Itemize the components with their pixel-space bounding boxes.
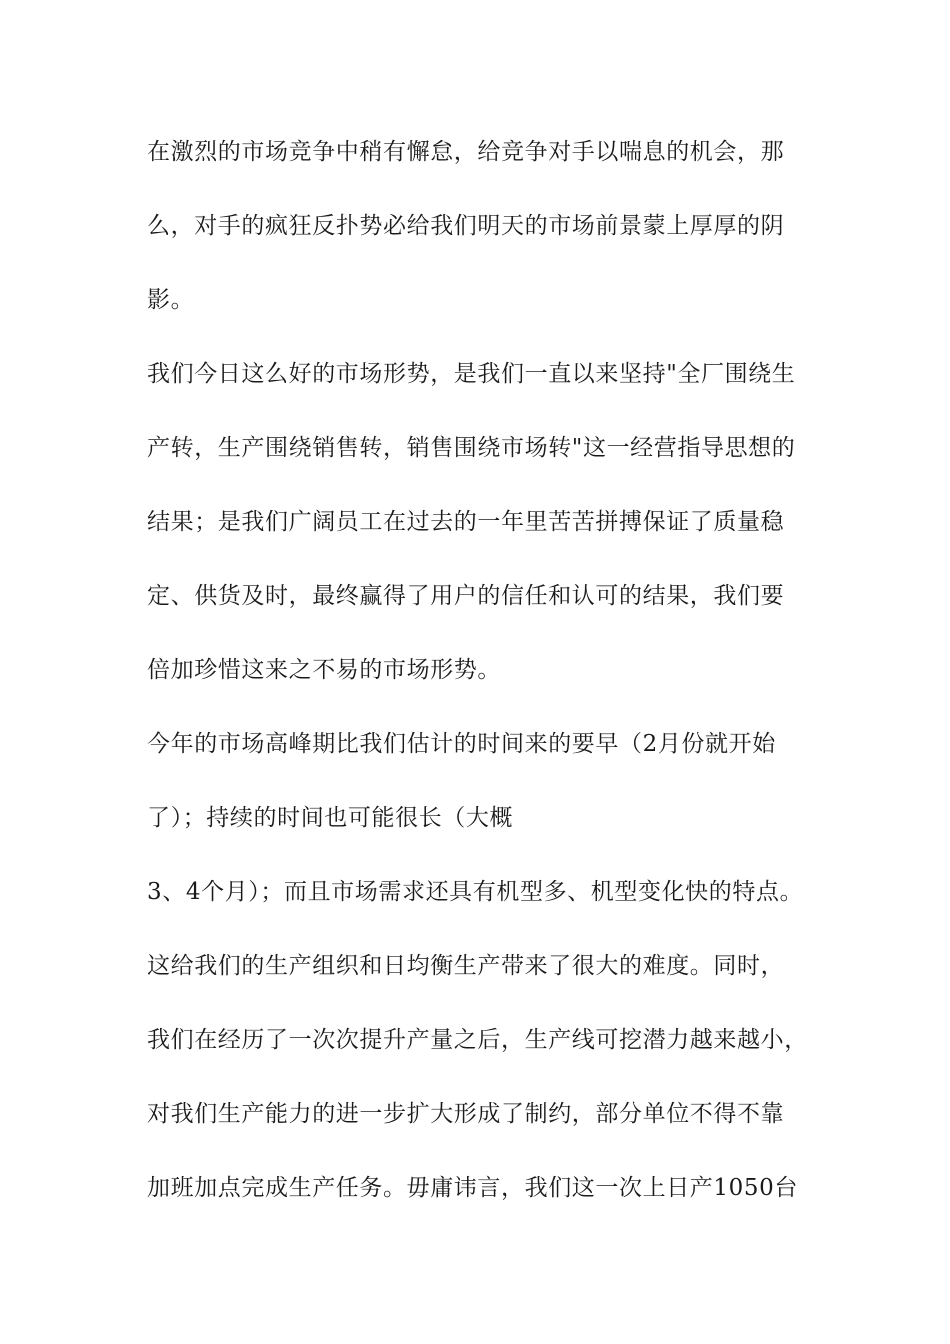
text-line: 今年的市场高峰期比我们估计的时间来的要早（2月份就开始	[147, 731, 776, 757]
text-line: 倍加珍惜这来之不易的市场形势。	[147, 657, 501, 683]
text-line: 了）；持续的时间也可能很长（大概	[147, 805, 514, 831]
text-line: 定、供货及时，最终赢得了用户的信任和认可的结果，我们要	[147, 583, 785, 609]
text-line: 在激烈的市场竞争中稍有懈怠，给竞争对手以喘息的机会，那	[147, 139, 785, 165]
text-line: 对我们生产能力的进一步扩大形成了制约，部分单位不得不靠	[147, 1101, 785, 1127]
text-line: 我们在经历了一次次提升产量之后，生产线可挖潜力越来越小，	[147, 1027, 808, 1053]
text-line: 影。	[147, 287, 195, 313]
text-line: 我们今日这么好的市场形势，是我们一直以来坚持"全厂围绕生	[147, 361, 796, 387]
body-text	[147, 130, 827, 1240]
text-line: 么，对手的疯狂反扑势必给我们明天的市场前景蒙上厚厚的阴	[147, 213, 785, 239]
text-line: 产转，生产围绕销售转，销售围绕市场转"这一经营指导思想的	[147, 435, 796, 461]
text-line: 这给我们的生产组织和日均衡生产带来了很大的难度。同时，	[147, 953, 785, 979]
text-line: 结果；是我们广阔员工在过去的一年里苦苦拼搏保证了质量稳	[147, 509, 785, 535]
text-line: 3、4个月）；而且市场需求还具有机型多、机型变化快的特点。	[147, 879, 804, 905]
text-line: 加班加点完成生产任务。毋庸讳言，我们这一次上日产1050台	[147, 1175, 798, 1201]
